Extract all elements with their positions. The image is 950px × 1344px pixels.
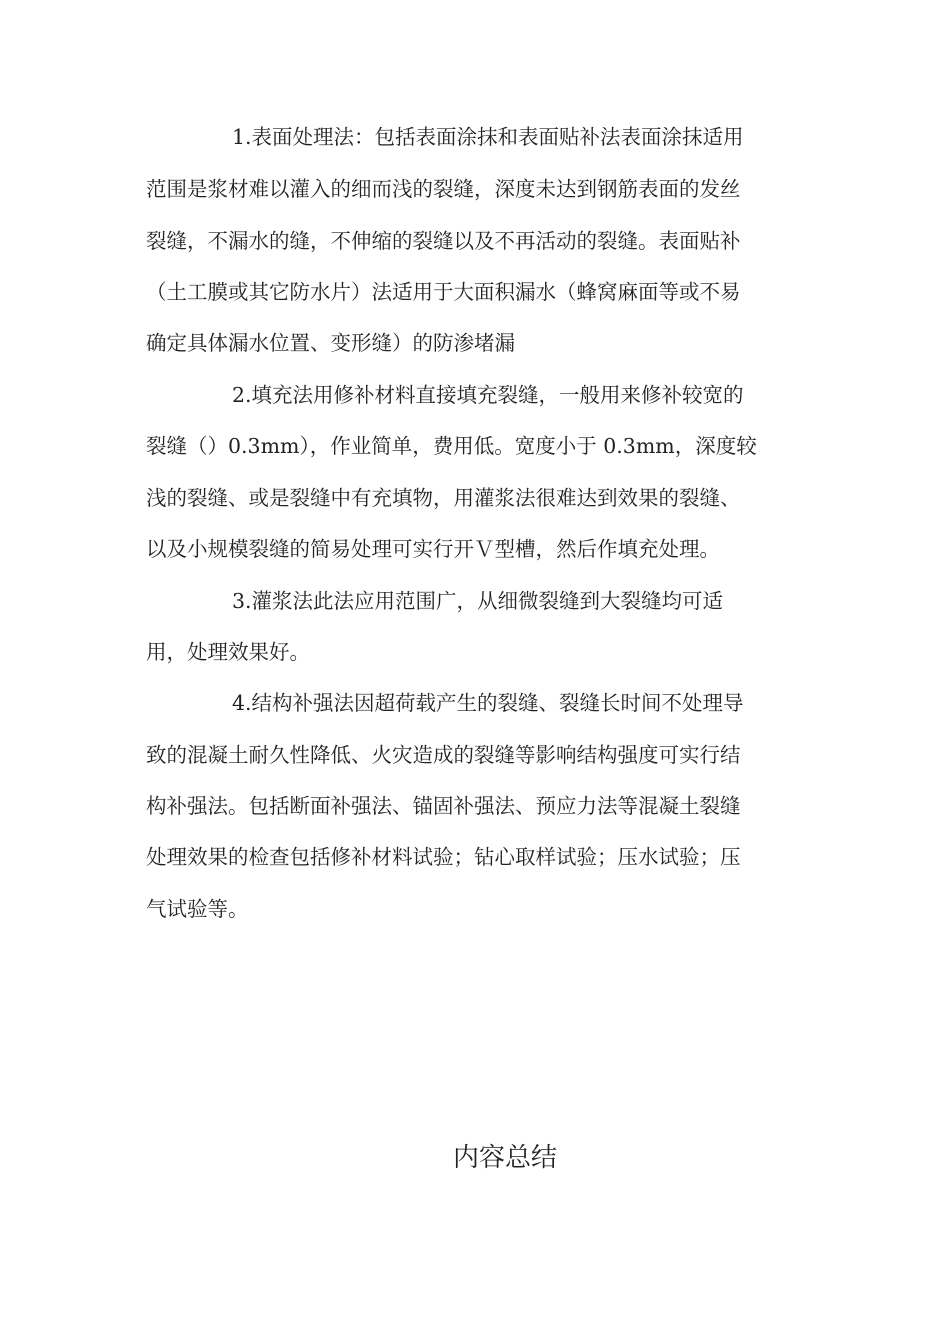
paragraph-2-line-2: 裂缝（）0.3mm），作业简单，费用低。宽度小于 0.3mm，深度较 [146, 434, 757, 458]
paragraph-4-line-3: 构补强法。包括断面补强法、锚固补强法、预应力法等混凝土裂缝 [146, 794, 741, 818]
paragraph-1-line-2: 范围是浆材难以灌入的细而浅的裂缝，深度未达到钢筋表面的发丝 [146, 177, 741, 201]
paragraph-4-line-4: 处理效果的检查包括修补材料试验；钻心取样试验；压水试验；压 [146, 845, 741, 869]
paragraph-1-line-1: 1.表面处理法：包括表面涂抹和表面贴补法表面涂抹适用 [232, 125, 744, 149]
paragraph-1-line-4: （土工膜或其它防水片）法适用于大面积漏水（蜂窝麻面等或不易 [146, 280, 741, 304]
paragraph-2-line-1: 2.填充法用修补材料直接填充裂缝，一般用来修补较宽的 [232, 383, 744, 407]
paragraph-4-line-5: 气试验等。 [146, 897, 249, 921]
summary-heading: 内容总结 [452, 1143, 557, 1173]
paragraph-3-line-2: 用，处理效果好。 [146, 640, 310, 664]
paragraph-2-line-3: 浅的裂缝、或是裂缝中有充填物，用灌浆法很难达到效果的裂缝、 [146, 486, 741, 510]
paragraph-2-line-4: 以及小规模裂缝的简易处理可实行开Ｖ型槽，然后作填充处理。 [146, 537, 720, 561]
paragraph-4-line-2: 致的混凝土耐久性降低、火灾造成的裂缝等影响结构强度可实行结 [146, 743, 741, 767]
paragraph-1-line-3: 裂缝，不漏水的缝，不伸缩的裂缝以及不再活动的裂缝。表面贴补 [146, 229, 741, 253]
paragraph-1-line-5: 确定具体漏水位置、变形缝）的防渗堵漏 [146, 331, 515, 355]
paragraph-4-line-1: 4.结构补强法因超荷载产生的裂缝、裂缝长时间不处理导 [232, 691, 744, 715]
paragraph-3-line-1: 3.灌浆法此法应用范围广，从细微裂缝到大裂缝均可适 [232, 589, 724, 613]
